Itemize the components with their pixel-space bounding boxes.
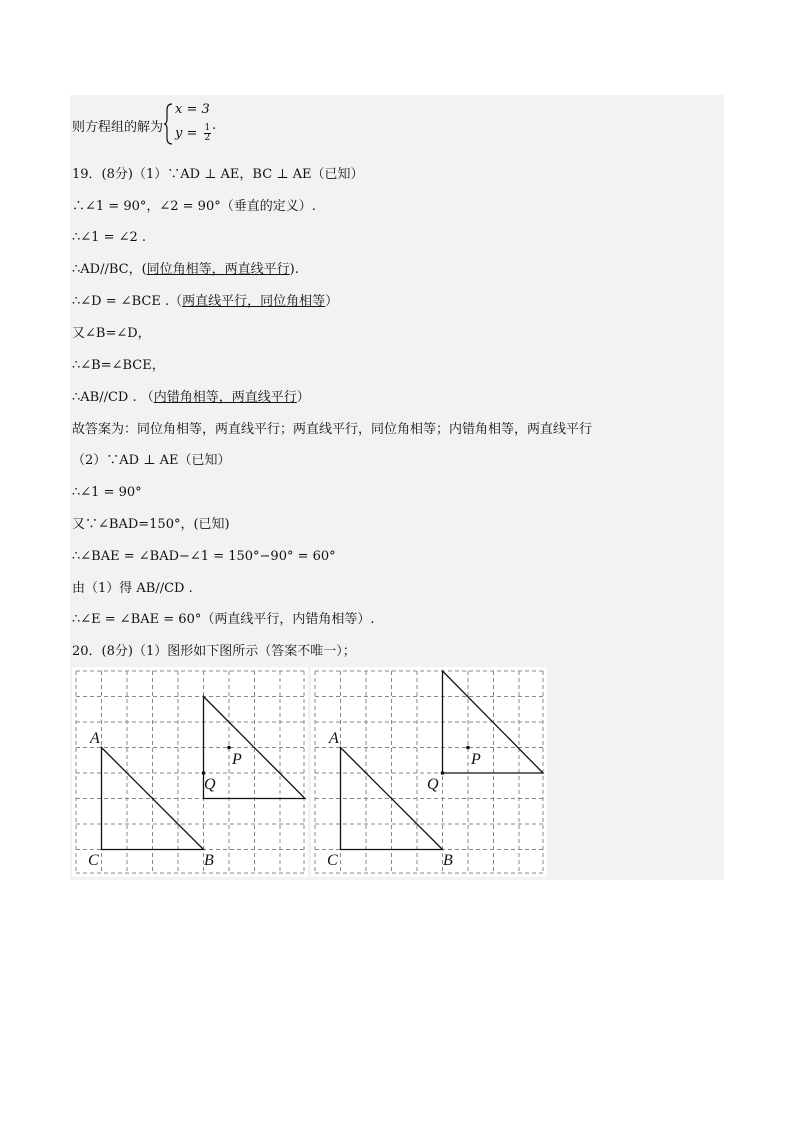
label-p: P: [232, 751, 242, 768]
line-angle-equal: ∴∠1 = ∠2 .: [72, 230, 147, 245]
line-bae-calc: ∴∠BAE = ∠BAD−∠1 = 150°−90° = 60°: [72, 549, 336, 564]
line-post: ）: [325, 294, 339, 309]
line-20-head: 20．(8分)（1）图形如下图所示（答案不唯一）；: [72, 644, 356, 659]
point-p: [466, 746, 470, 750]
equation-system-line: [72, 101, 272, 145]
label-c: C: [88, 852, 99, 869]
line-pre: ∴∠D = ∠BCE .（: [72, 294, 183, 309]
line-pre: ∴AD//BC，(: [72, 262, 147, 277]
system-eq2: [175, 124, 211, 143]
dashed-grid: [315, 671, 543, 873]
system-prefix: 则方程组的解为: [72, 120, 164, 135]
line-pre: ∴AB//CD . （: [72, 390, 154, 405]
grid-figure-1: [72, 667, 308, 877]
line-angle1-90: ∴∠1 = 90°: [72, 485, 142, 500]
line-ad-parallel-bc: [72, 261, 299, 279]
line-19-head: 19．(8分)（1）∵AD ⊥ AE，BC ⊥ AE（已知）: [72, 167, 364, 182]
point-p: [227, 746, 231, 750]
answer-blank-1: 同位角相等，两直线平行: [146, 262, 290, 277]
label-b: B: [443, 852, 453, 869]
line-angle-e: ∴∠E = ∠BAE = 60°（两直线平行，内错角相等）.: [72, 612, 375, 627]
line-angle-b-d: 又∠B=∠D，: [72, 326, 151, 341]
line-bad-150: 又∵∠BAD=150°，(已知): [72, 517, 230, 532]
label-q: Q: [427, 776, 439, 793]
answer-blank-3: 内错角相等，两直线平行: [153, 390, 297, 405]
label-p: P: [471, 751, 481, 768]
line-ab-parallel-cd: [72, 389, 310, 407]
label-a: A: [329, 730, 339, 747]
label-b: B: [204, 852, 214, 869]
system-suffix: .: [212, 118, 217, 133]
grid-figure-2: [311, 667, 547, 877]
line-answer-summary: 故答案为：同位角相等，两直线平行；两直线平行，同位角相等；内错角相等，两直线平行: [72, 422, 593, 437]
system-eq1: x = 3: [175, 102, 210, 117]
line-post: ）: [296, 390, 310, 405]
fraction: [204, 124, 212, 143]
line-angle-b-bce: ∴∠B=∠BCE，: [72, 358, 165, 373]
point-q: [441, 771, 445, 775]
point-q: [202, 771, 206, 775]
brace-icon: [164, 103, 174, 145]
fraction-numerator: 1: [204, 123, 211, 133]
line-part2-head: （2）∵AD ⊥ AE（已知）: [72, 453, 231, 468]
fraction-denominator: 2: [204, 133, 211, 143]
label-q: Q: [204, 776, 216, 793]
label-c: C: [327, 852, 338, 869]
line-post: ).: [289, 262, 299, 277]
label-a: A: [90, 730, 100, 747]
system-eq2-left: y =: [175, 126, 198, 141]
answer-blank-2: 两直线平行，同位角相等: [182, 294, 326, 309]
line-from-part1: 由（1）得 AB//CD .: [72, 581, 193, 596]
dashed-grid: [76, 671, 304, 873]
line-angles-90: ∴∠1 = 90°，∠2 = 90°（垂直的定义）.: [72, 199, 316, 214]
line-angle-d-bce: [72, 293, 338, 311]
